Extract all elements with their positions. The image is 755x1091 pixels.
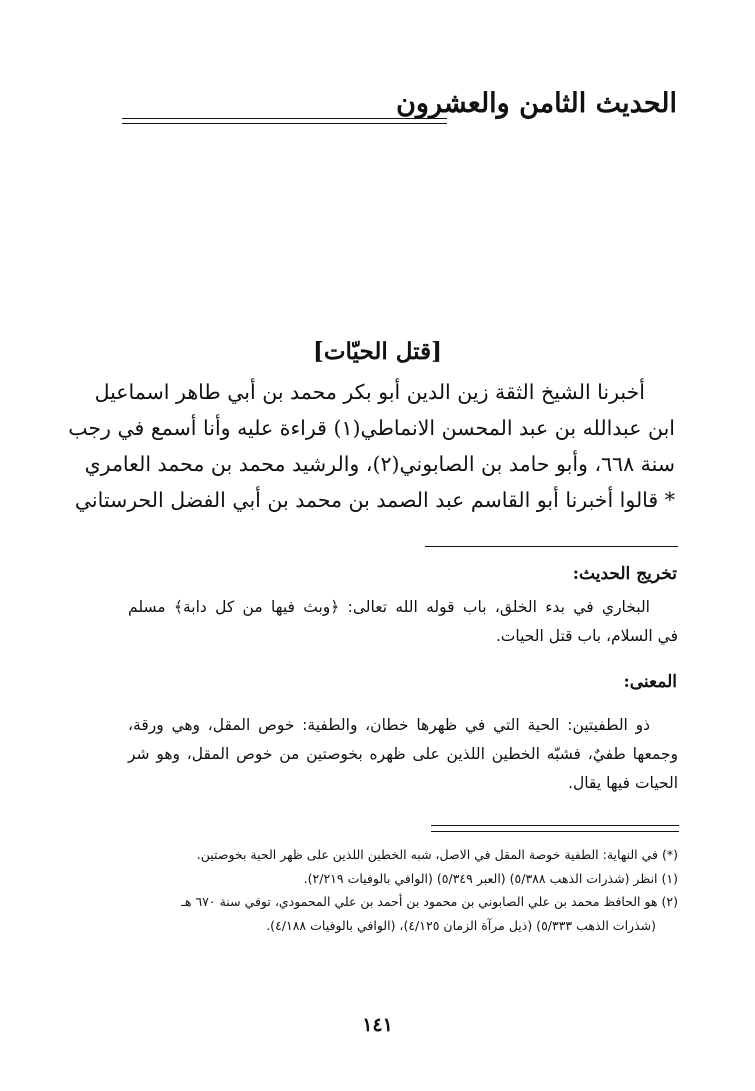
section-heading: [قتل الحيّات] [313, 338, 442, 365]
hadith-line: أخبرنا الشيخ الثقة زين الدين أبو بكر محمد بن أبي طاهر اسماعيل [94, 380, 645, 404]
takhrij-paragraph [128, 593, 678, 651]
hadith-line: سنة ٦٦٨، وأبو حامد بن الصابوني(٢)، والرشيد محمد بن محمد العامري [84, 452, 675, 476]
meaning-line: ذو الطفيتين: الحية التي في ظهرها خطان، والطفية: خوص المقل، وهي ورقة، [128, 716, 650, 734]
hadith-line: * قالوا أخبرنا أبو القاسم عبد الصمد بن محمد بن أبي الفضل الحرستاني [74, 488, 675, 512]
hadith-line: ابن عبدالله بن عبد المحسن الانماطي(١) قراءة عليه وأنا أسمع في رجب [68, 416, 675, 440]
meaning-label: المعنى: [623, 672, 677, 692]
footnotes [122, 843, 678, 937]
footnote-rule [431, 831, 679, 832]
hadith-text [68, 374, 675, 518]
chapter-title-rule [122, 118, 447, 124]
footnote: (٢) هو الحافظ محمد بن علي الصابوني بن محمود بن أحمد بن علي المحمودي، توفي سنة ٦٧٠ هـ [181, 894, 678, 909]
footnote: (شذرات الذهب ٥/٣٣٣) (ذيل مرآة الزمان ٤/١٢٥)، (الوافي بالوفيات ٤/١٨٨). [266, 917, 656, 933]
takhrij-label: تخريج الحديث: [572, 564, 677, 584]
section-divider [425, 546, 678, 547]
footnote: (*) في النهاية: الطفية خوصة المقل في الاصل، شبه الخطين اللذين على ظهر الحية بخوصتين. [196, 847, 678, 862]
footnote: (١) انظر (شذرات الذهب ٥/٣٨٨) (العبر ٥/٣٤٩) (الوافي بالوفيات ٢/٢١٩). [303, 870, 678, 886]
footnote-rule [431, 825, 679, 826]
chapter-title: الحديث الثامن والعشرون [396, 88, 677, 119]
takhrij-line: البخاري في بدء الخلق، باب قوله الله تعالى: ﴿وبث فيها من كل دابة﴾ مسلم [128, 598, 650, 616]
meaning-line: وجمعها طفيٌ، فشبّه الخطين اللذين على ظهره بخوصتين من خوص المقل، وهو شر [128, 745, 678, 763]
meaning-paragraph [128, 711, 678, 798]
page-number: ١٤١ [362, 1014, 393, 1036]
meaning-line: الحيات فيها يقال. [568, 774, 678, 792]
takhrij-line: في السلام، باب قتل الحيات. [495, 627, 678, 645]
